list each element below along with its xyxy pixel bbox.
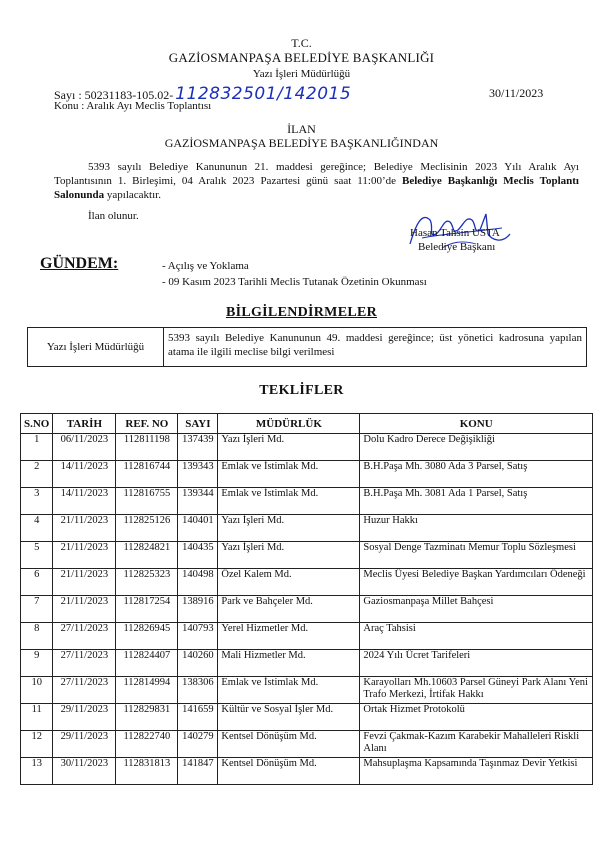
table-cell: Yerel Hizmetler Md.: [218, 623, 360, 650]
table-cell: 139343: [178, 461, 218, 488]
table-cell: 140401: [178, 515, 218, 542]
handwritten-number: 112832501/142015: [175, 84, 352, 104]
table-row: [21, 677, 593, 704]
table-cell: 140435: [178, 542, 218, 569]
table-cell: 112816755: [116, 488, 178, 515]
column-header: TARİH: [53, 414, 116, 434]
table-cell: Araç Tahsisi: [360, 623, 593, 650]
column-header: KONU: [360, 414, 593, 434]
table-cell: 138916: [178, 596, 218, 623]
table-cell: Karayolları Mh.10603 Parsel Güneyi Park Alanı Yeni Trafo Merkezi, İrtifak Hakkı: [360, 677, 593, 704]
header-department: Yazı İşleri Müdürlüğü: [252, 68, 351, 80]
table-cell: Sosyal Denge Tazminatı Memur Toplu Sözleşmesi: [360, 542, 593, 569]
table-cell: 112816744: [116, 461, 178, 488]
header-municipality: GAZİOSMANPAŞA BELEDİYE BAŞKANLIĞI: [168, 50, 435, 65]
table-cell: Ortak Hizmet Protokolü: [360, 704, 593, 731]
table-cell: 12: [21, 731, 53, 758]
table-cell: 4: [21, 515, 53, 542]
table-cell: 112824821: [116, 542, 178, 569]
table-cell: 06/11/2023: [53, 434, 116, 461]
info-heading: BİLGİLENDİRMELER: [225, 305, 378, 320]
announcement-text-bold: Belediye Başkanlığı Meclis Toplantı Salonunda: [54, 175, 579, 201]
signatory-title: Belediye Başkanı: [418, 241, 496, 253]
table-cell: 140793: [178, 623, 218, 650]
agenda-item: - 09 Kasım 2023 Tarihli Meclis Tutanak Özetinin Okunması: [162, 276, 427, 288]
table-cell: 138306: [178, 677, 218, 704]
table-cell: Mahsuplaşma Kapsamında Taşınmaz Devir Yetkisi: [360, 758, 593, 785]
table-cell: Yazı İşleri Md.: [218, 434, 360, 461]
table-cell: 140260: [178, 650, 218, 677]
table-row: [21, 596, 593, 623]
table-cell: 27/11/2023: [53, 677, 116, 704]
table-cell: 2024 Yılı Ücret Tarifeleri: [360, 650, 593, 677]
column-header: S.NO: [21, 414, 53, 434]
table-header-row: [21, 414, 593, 434]
table-cell: 140498: [178, 569, 218, 596]
table-cell: 14/11/2023: [53, 488, 116, 515]
table-row: [21, 515, 593, 542]
table-cell: 141659: [178, 704, 218, 731]
table-cell: Fevzi Çakmak-Kazım Karabekir Mahalleleri Riskli Alanı: [360, 731, 593, 758]
table-cell: 139344: [178, 488, 218, 515]
table-cell: 137439: [178, 434, 218, 461]
table-cell: 112824407: [116, 650, 178, 677]
table-cell: 21/11/2023: [53, 569, 116, 596]
signatory-name: Hasan Tahsin USTA: [410, 227, 500, 239]
table-cell: 21/11/2023: [53, 542, 116, 569]
table-cell: Emlak ve İstimlak Md.: [218, 461, 360, 488]
document-number-label: Sayı : 50231183-105.02-: [54, 88, 174, 102]
agenda-heading: GÜNDEM:: [40, 255, 119, 272]
table-row: [21, 542, 593, 569]
table-cell: 27/11/2023: [53, 650, 116, 677]
table-cell: 30/11/2023: [53, 758, 116, 785]
table-cell: 5: [21, 542, 53, 569]
table-cell: 11: [21, 704, 53, 731]
table-cell: 6: [21, 569, 53, 596]
table-row: [21, 731, 593, 758]
table-row: [21, 461, 593, 488]
announcement-text-part2: yapılacaktır.: [104, 189, 161, 201]
table-cell: Yazı İşleri Md.: [218, 515, 360, 542]
table-row: [21, 650, 593, 677]
table-cell: Kültür ve Sosyal İşler Md.: [218, 704, 360, 731]
table-cell: Park ve Bahçeler Md.: [218, 596, 360, 623]
table-cell: Emlak ve İstimlak Md.: [218, 677, 360, 704]
table-row: [21, 758, 593, 785]
table-cell: 112811198: [116, 434, 178, 461]
table-row: [21, 623, 593, 650]
column-header: SAYI: [178, 414, 218, 434]
table-cell: 9: [21, 650, 53, 677]
document-date: 30/11/2023: [489, 86, 544, 100]
table-cell: 21/11/2023: [53, 515, 116, 542]
announcement-text-part1: 5393 sayılı Belediye Kanununun 21. maddesi gereğince; Belediye Meclisinin 2023 Yılı Aralık Ayı Toplantısının 1. Birleşimi, 04 Aralık 2023 Pazartesi günü saat 11:00’de: [54, 161, 579, 187]
table-cell: 140279: [178, 731, 218, 758]
table-row: [21, 434, 593, 461]
announcement-subtitle: GAZİOSMANPAŞA BELEDİYE BAŞKANLIĞINDAN: [164, 136, 439, 150]
table-cell: 1: [21, 434, 53, 461]
table-cell: 112814994: [116, 677, 178, 704]
table-cell: Gaziosmanpaşa Millet Bahçesi: [360, 596, 593, 623]
announcement-closing: İlan olunur.: [88, 210, 139, 222]
table-row: [21, 488, 593, 515]
info-text: 5393 sayılı Belediye Kanununun 49. maddesi gereğince; üst yönetici kadrosuna yapılan atama ile ilgili meclise bilgi verilmesi: [168, 332, 582, 358]
table-cell: Kentsel Dönüşüm Md.: [218, 758, 360, 785]
table-cell: 27/11/2023: [53, 623, 116, 650]
proposals-heading: TEKLİFLER: [259, 383, 344, 398]
table-row: [21, 569, 593, 596]
info-box: [27, 327, 587, 367]
table-row: [21, 704, 593, 731]
table-cell: 112831813: [116, 758, 178, 785]
announcement-text: [54, 160, 579, 202]
proposals-table: [20, 413, 593, 785]
table-cell: 21/11/2023: [53, 596, 116, 623]
table-cell: Meclis Üyesi Belediye Başkan Yardımcıları Ödeneği: [360, 569, 593, 596]
table-cell: Özel Kalem Md.: [218, 569, 360, 596]
table-cell: Huzur Hakkı: [360, 515, 593, 542]
table-cell: Emlak ve İstimlak Md.: [218, 488, 360, 515]
table-cell: B.H.Paşa Mh. 3081 Ada 1 Parsel, Satış: [360, 488, 593, 515]
table-cell: 141847: [178, 758, 218, 785]
table-cell: 112825323: [116, 569, 178, 596]
table-cell: 29/11/2023: [53, 704, 116, 731]
table-cell: Dolu Kadro Derece Değişikliği: [360, 434, 593, 461]
table-cell: 3: [21, 488, 53, 515]
table-cell: 10: [21, 677, 53, 704]
table-cell: 112822740: [116, 731, 178, 758]
info-department: Yazı İşleri Müdürlüğü: [28, 328, 164, 366]
announcement-title: İLAN: [287, 122, 316, 136]
table-cell: 7: [21, 596, 53, 623]
column-header: REF. NO: [116, 414, 178, 434]
table-cell: 29/11/2023: [53, 731, 116, 758]
table-cell: 112817254: [116, 596, 178, 623]
table-cell: 13: [21, 758, 53, 785]
table-cell: 112826945: [116, 623, 178, 650]
document-subject: Konu : Aralık Ayı Meclis Toplantısı: [54, 100, 212, 112]
table-cell: 2: [21, 461, 53, 488]
table-cell: 8: [21, 623, 53, 650]
table-cell: Mali Hizmetler Md.: [218, 650, 360, 677]
header-tc: T.C.: [291, 36, 312, 50]
agenda-item: - Açılış ve Yoklama: [162, 260, 249, 272]
table-cell: 14/11/2023: [53, 461, 116, 488]
table-cell: 112829831: [116, 704, 178, 731]
table-cell: 112825126: [116, 515, 178, 542]
column-header: MÜDÜRLÜK: [218, 414, 360, 434]
table-cell: Yazı İşleri Md.: [218, 542, 360, 569]
table-cell: B.H.Paşa Mh. 3080 Ada 3 Parsel, Satış: [360, 461, 593, 488]
table-cell: Kentsel Dönüşüm Md.: [218, 731, 360, 758]
